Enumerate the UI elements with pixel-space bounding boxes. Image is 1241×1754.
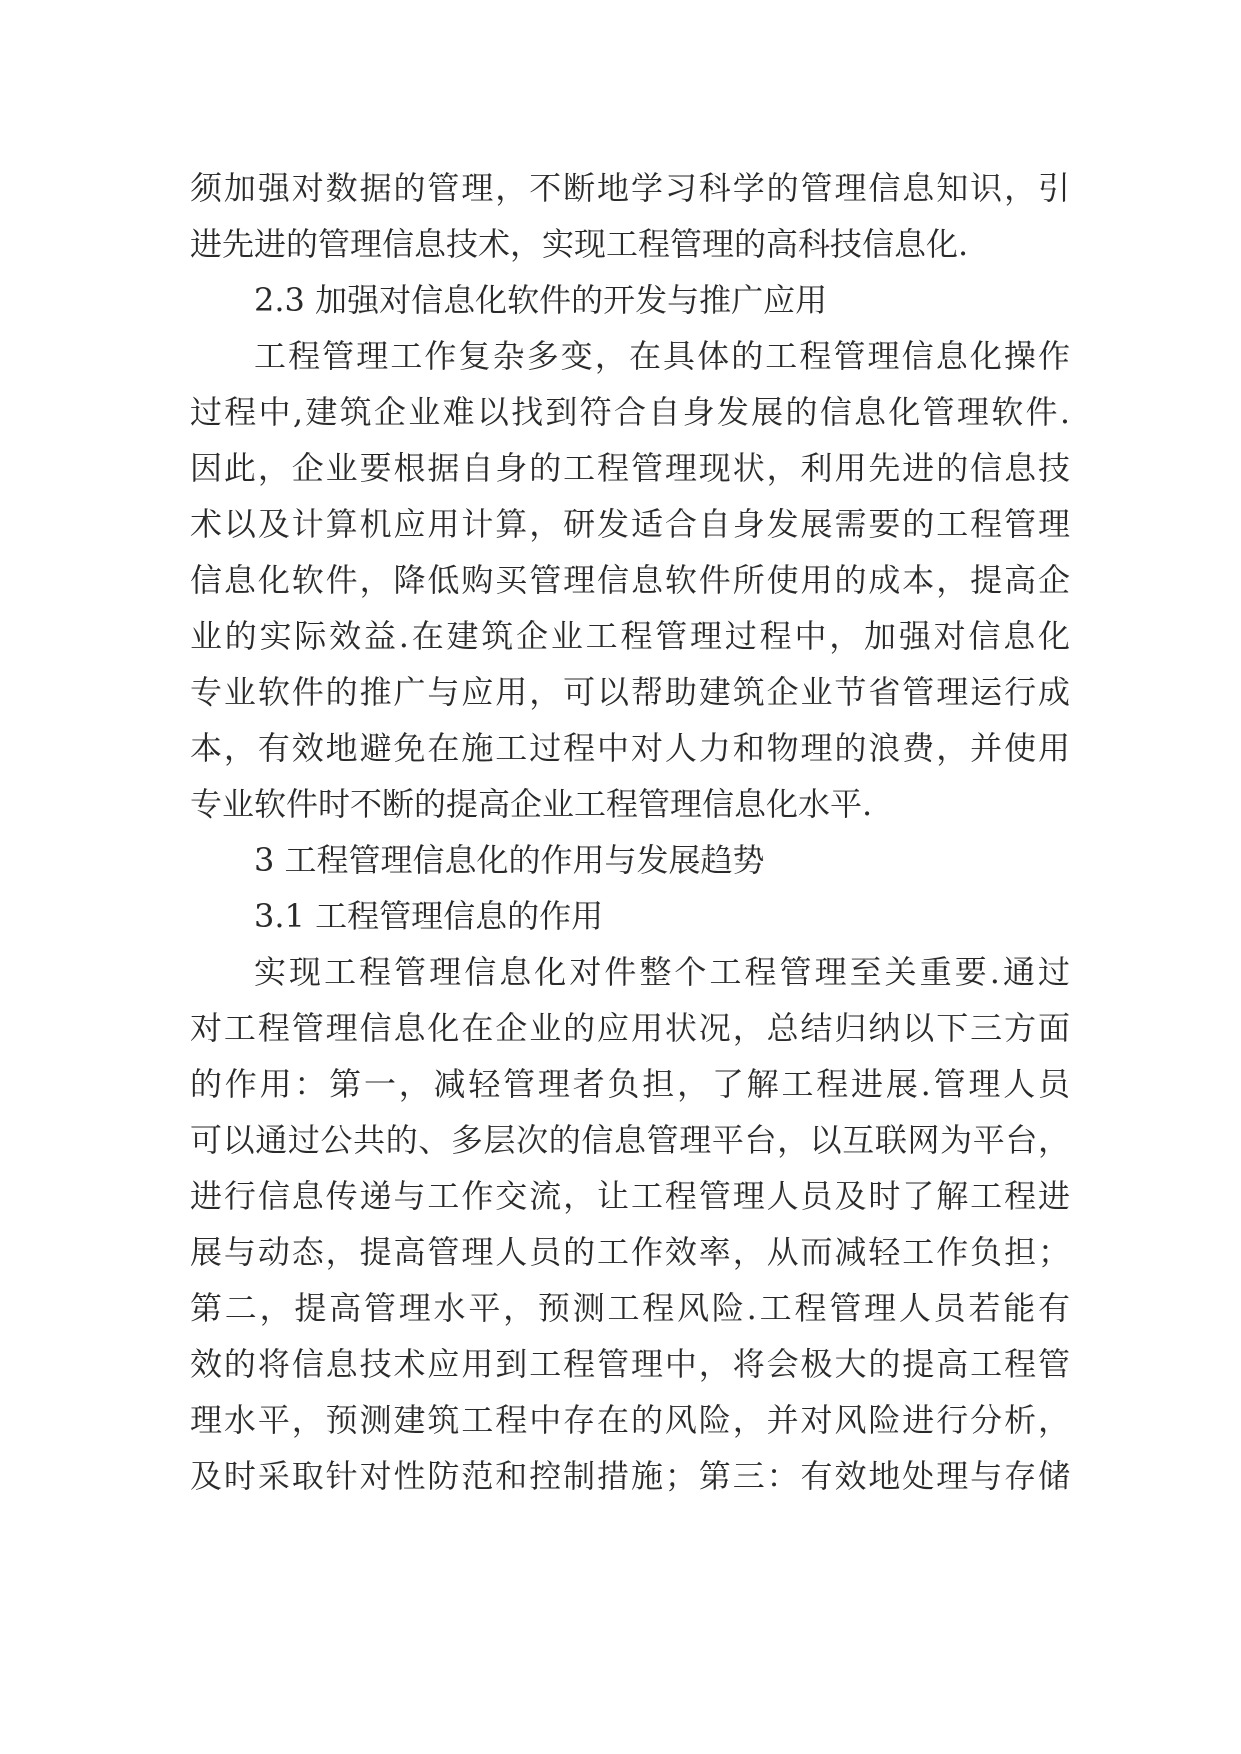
paragraph-line: 须加强对数据的管理，不断地学习科学的管理信息知识，引	[190, 169, 1070, 207]
paragraph-line: 因此，企业要根据自身的工程管理现状，利用先进的信息技	[190, 449, 1070, 487]
paragraph-line: 第二，提高管理水平，预测工程风险.工程管理人员若能有	[190, 1289, 1070, 1327]
paragraph-first-line: 实现工程管理信息化对件整个工程管理至关重要.通过	[254, 953, 1070, 991]
paragraph-line: 业的实际效益.在建筑企业工程管理过程中，加强对信息化	[190, 617, 1070, 655]
section-heading-3: 3 工程管理信息化的作用与发展趋势	[254, 841, 765, 879]
paragraph-line: 的作用：第一，减轻管理者负担，了解工程进展.管理人员	[190, 1065, 1070, 1103]
section-heading-3-1: 3.1 工程管理信息的作用	[254, 897, 604, 935]
paragraph-line: 进先进的管理信息技术，实现工程管理的高科技信息化.	[190, 225, 969, 263]
paragraph-line: 及时采取针对性防范和控制措施；第三：有效地处理与存储	[190, 1457, 1070, 1495]
section-heading-2-3: 2.3 加强对信息化软件的开发与推广应用	[254, 281, 828, 319]
paragraph-line: 展与动态，提高管理人员的工作效率，从而减轻工作负担；	[190, 1233, 1070, 1271]
paragraph-line: 本，有效地避免在施工过程中对人力和物理的浪费，并使用	[190, 729, 1070, 767]
paragraph-line: 理水平，预测建筑工程中存在的风险，并对风险进行分析，	[190, 1401, 1070, 1439]
paragraph-line: 专业软件时不断的提高企业工程管理信息化水平.	[190, 785, 873, 823]
paragraph-line: 效的将信息技术应用到工程管理中，将会极大的提高工程管	[190, 1345, 1070, 1383]
paragraph-first-line: 工程管理工作复杂多变，在具体的工程管理信息化操作	[254, 337, 1070, 375]
paragraph-line: 过程中,建筑企业难以找到符合自身发展的信息化管理软件.	[190, 393, 1070, 431]
paragraph-line: 信息化软件，降低购买管理信息软件所使用的成本，提高企	[190, 561, 1070, 599]
paragraph-line: 对工程管理信息化在企业的应用状况，总结归纳以下三方面	[190, 1009, 1070, 1047]
paragraph-line: 术以及计算机应用计算，研发适合自身发展需要的工程管理	[190, 505, 1070, 543]
paragraph-line: 进行信息传递与工作交流，让工程管理人员及时了解工程进	[190, 1177, 1070, 1215]
paragraph-line: 可以通过公共的、多层次的信息管理平台，以互联网为平台，	[190, 1121, 1070, 1159]
paragraph-line: 专业软件的推广与应用，可以帮助建筑企业节省管理运行成	[190, 673, 1070, 711]
